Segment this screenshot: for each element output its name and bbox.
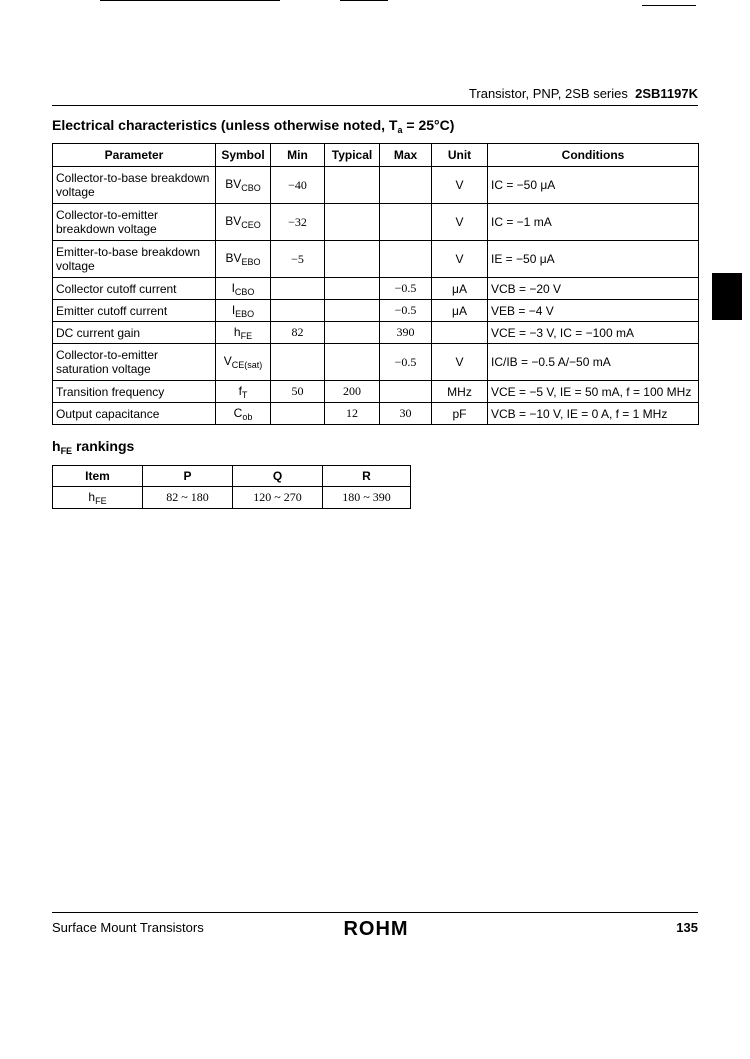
unit-cell: MHz [432,381,488,403]
parameter-cell: Collector-to-emitter saturation voltage [53,344,216,381]
min-cell [271,278,325,300]
min-cell: 50 [271,381,325,403]
electrical-characteristics-table [52,143,699,425]
min-cell [271,300,325,322]
min-cell [271,344,325,381]
max-cell: −0.5 [380,300,432,322]
electrical-characteristics-title: Electrical characteristics (unless otherwise noted, $T_a = 25^\circ C$) [52,117,455,135]
hfe-row-label: $h_{FE}$ [53,487,143,509]
symbol-cell: $V_{CE(sat)}$ [216,344,271,381]
max-cell [380,241,432,278]
unit-cell: V [432,167,488,204]
typical-cell [325,300,380,322]
table-row [53,204,699,241]
table-row [53,403,699,425]
col-header-q: Q [233,466,323,487]
unit-cell [432,322,488,344]
symbol-cell: $BV_{CBO}$ [216,167,271,204]
conditions-cell: IC/IB = −0.5 A/−50 mA [488,344,699,381]
table-row [53,300,699,322]
parameter-cell: Output capacitance [53,403,216,425]
hfe-rank-p: 82 ~ 180 [143,487,233,509]
typical-cell [325,278,380,300]
symbol-cell: $BV_{CEO}$ [216,204,271,241]
scan-mark [100,0,280,1]
conditions-cell: IC = −1 mA [488,204,699,241]
table-row [53,487,411,509]
unit-cell: μA [432,278,488,300]
symbol-cell: $h_{FE}$ [216,322,271,344]
typical-cell [325,204,380,241]
table-header-row [53,466,411,487]
min-cell: −32 [271,204,325,241]
col-header-unit: Unit [432,144,488,167]
typical-cell: 200 [325,381,380,403]
unit-cell: V [432,204,488,241]
conditions-cell: IE = −50 μA [488,241,699,278]
parameter-cell: Collector cutoff current [53,278,216,300]
side-tab-marker [712,273,742,320]
page-header [300,86,698,101]
hfe-rank-r: 180 ~ 390 [323,487,411,509]
conditions-cell: VCB = −10 V, IE = 0 A, f = 1 MHz [488,403,699,425]
footer-rule [52,912,698,913]
conditions-cell: VCB = −20 V [488,278,699,300]
hfe-rankings-table [52,465,411,509]
parameter-cell: Emitter-to-base breakdown voltage [53,241,216,278]
typical-cell [325,344,380,381]
unit-cell: μA [432,300,488,322]
parameter-cell: DC current gain [53,322,216,344]
table-row [53,381,699,403]
parameter-cell: Transition frequency [53,381,216,403]
symbol-cell: $I_{CBO}$ [216,278,271,300]
parameter-cell: Collector-to-base breakdown voltage [53,167,216,204]
table-row [53,344,699,381]
series-text: Transistor, PNP, 2SB series [468,86,628,101]
max-cell [380,381,432,403]
typical-cell: 12 [325,403,380,425]
unit-cell: V [432,344,488,381]
col-header-parameter: Parameter [53,144,216,167]
col-header-conditions: Conditions [488,144,699,167]
table-body [53,167,699,425]
header-rule [52,105,698,106]
part-number: 2SB1197K [635,86,698,101]
symbol-cell: $f_T$ [216,381,271,403]
max-cell [380,167,432,204]
parameter-cell: Emitter cutoff current [53,300,216,322]
table-row [53,167,699,204]
min-cell: 82 [271,322,325,344]
hfe-rank-q: 120 ~ 270 [233,487,323,509]
max-cell: −0.5 [380,344,432,381]
min-cell [271,403,325,425]
table-header-row [53,144,699,167]
col-header-r: R [323,466,411,487]
col-header-symbol: Symbol [216,144,271,167]
col-header-item: Item [53,466,143,487]
col-header-min: Min [271,144,325,167]
max-cell [380,204,432,241]
conditions-cell: IC = −50 μA [488,167,699,204]
conditions-cell: VCE = −5 V, IE = 50 mA, f = 100 MHz [488,381,699,403]
min-cell: −5 [271,241,325,278]
col-header-typical: Typical [325,144,380,167]
min-cell: −40 [271,167,325,204]
footer-section-name: Surface Mount Transistors [52,920,204,935]
max-cell: 390 [380,322,432,344]
hfe-rankings-title: $h_{FE}$ rankings [52,438,135,456]
scan-mark [340,0,388,1]
rohm-logo-text: ROHM [343,918,409,939]
typical-cell [325,241,380,278]
symbol-cell: $BV_{EBO}$ [216,241,271,278]
col-header-p: P [143,466,233,487]
conditions-cell: VEB = −4 V [488,300,699,322]
page-number: 135 [676,920,698,935]
unit-cell: pF [432,403,488,425]
max-cell: −0.5 [380,278,432,300]
unit-cell: V [432,241,488,278]
col-header-max: Max [380,144,432,167]
table-row [53,241,699,278]
max-cell: 30 [380,403,432,425]
scan-mark [642,5,696,6]
typical-cell [325,167,380,204]
table-row [53,322,699,344]
parameter-cell: Collector-to-emitter breakdown voltage [53,204,216,241]
table-row [53,278,699,300]
symbol-cell: $C_{ob}$ [216,403,271,425]
typical-cell [325,322,380,344]
symbol-cell: $I_{EBO}$ [216,300,271,322]
rohm-logo [340,917,412,939]
conditions-cell: VCE = −3 V, IC = −100 mA [488,322,699,344]
